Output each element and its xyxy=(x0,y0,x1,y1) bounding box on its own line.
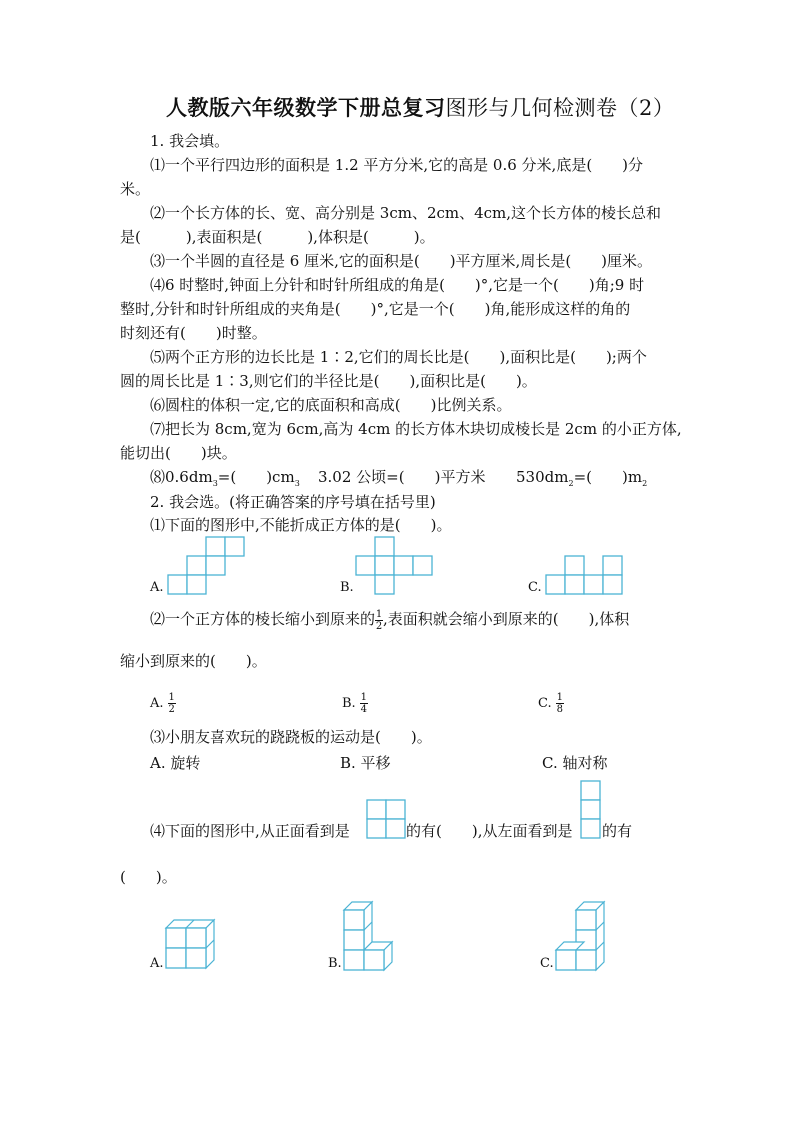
q2-1-opt-c: C. xyxy=(528,580,542,595)
q2-3: ⑶小朋友喜欢玩的跷跷板的运动是( )。 xyxy=(150,728,432,746)
q1-2-line1: ⑵一个长方体的长、宽、高分别是 3cm、2cm、4cm,这个长方体的棱长总和 xyxy=(150,204,662,222)
q2-4-pre: ⑷下面的图形中,从正面看到是 xyxy=(150,822,350,840)
section2-heading: 2. 我会选。(将正确答案的序号填在括号里) xyxy=(150,493,436,511)
q1-8-part1: $⑻0.6dm_3=$( )$cm_3$ xyxy=(150,468,300,488)
q1-5-line2: 圆的周长比是 1∶3,则它们的半径比是( ),面积比是( )。 xyxy=(120,372,537,390)
q2-2-opt-a: A. $\frac{1}{2}$ xyxy=(150,692,175,715)
q1-1-line1: ⑴一个平行四边形的面积是 1.2 平方分米,它的高是 0.6 分米,底是( )分 xyxy=(150,156,644,174)
q1-1-line2: 米。 xyxy=(120,180,151,198)
page-title xyxy=(166,92,674,122)
q1-8-part2: 3.02 公顷=( )平方米 xyxy=(318,468,486,486)
q2-3-opt-a: A. 旋转 xyxy=(150,754,201,772)
title-sub: 图形与几何检测卷（2） xyxy=(445,96,675,120)
left-view-figure xyxy=(580,780,602,842)
net-figure-a xyxy=(168,536,248,596)
cube-figure-a xyxy=(166,920,218,972)
q2-4-opt-c: C. xyxy=(540,956,554,971)
q2-2-opt-b: B. $\frac{1}{4}$ xyxy=(342,692,368,715)
q1-4-line2: 整时,分针和时针所组成的夹角是( )°,它是一个( )角,能形成这样的角的 xyxy=(120,300,631,318)
q2-1-opt-b: B. xyxy=(340,580,354,595)
q1-7-line1: ⑺把长为 8cm,宽为 6cm,高为 4cm 的长方体木块切成棱长是 2cm 的小正方体, xyxy=(150,420,682,438)
q1-5-line1: ⑸两个正方形的边长比是 1∶2,它们的周长比是( ),面积比是( );两个 xyxy=(150,348,647,366)
cube-figure-c xyxy=(556,902,608,974)
q2-3-opt-b: B. 平移 xyxy=(340,754,391,772)
net-figure-c xyxy=(546,536,626,596)
q1-7-line2: 能切出( )块。 xyxy=(120,444,237,462)
q2-4-opt-b: B. xyxy=(328,956,342,971)
cube-figure-b xyxy=(344,902,396,974)
q2-2-fraction: $\frac{1}{2}$ xyxy=(375,608,383,632)
q2-1-opt-a: A. xyxy=(150,580,164,595)
q1-6: ⑹圆柱的体积一定,它的底面积和高成( )比例关系。 xyxy=(150,396,512,414)
section1-heading: 1. 我会填。 xyxy=(150,132,230,150)
q2-3-opt-c: C. 轴对称 xyxy=(542,754,608,772)
q2-2-opt-c: C. $\frac{1}{8}$ xyxy=(538,692,563,715)
q2-4-opt-a: A. xyxy=(150,956,164,971)
q2-4-mid: 的有( ),从左面看到是 xyxy=(406,822,573,840)
net-figure-b xyxy=(356,536,436,596)
q1-3: ⑶一个半圆的直径是 6 厘米,它的面积是( )平方厘米,周长是( )厘米。 xyxy=(150,252,653,270)
front-view-figure xyxy=(366,799,408,841)
q1-8-part3: $530dm_2=$( )$m_2$ xyxy=(516,468,648,488)
title-main: 人教版六年级数学下册总复习 xyxy=(166,95,446,120)
q1-2-line2: 是( ),表面积是( ),体积是( )。 xyxy=(120,228,435,246)
q2-4-line2: ( )。 xyxy=(120,868,177,886)
q2-4-post: 的有 xyxy=(602,822,633,840)
q1-4-line3: 时刻还有( )时整。 xyxy=(120,324,267,342)
q2-1: ⑴下面的图形中,不能折成正方体的是( )。 xyxy=(150,516,452,534)
q1-4-line1: ⑷6 时整时,钟面上分针和时针所组成的角是( )°,它是一个( )角;9 时 xyxy=(150,276,645,294)
q2-2-line1: ⑵一个正方体的棱长缩小到原来的 $\frac{1}{2}$ ,表面积就会缩小到原来的( ),体积 xyxy=(150,608,630,632)
q2-2-line2: 缩小到原来的( )。 xyxy=(120,652,267,670)
